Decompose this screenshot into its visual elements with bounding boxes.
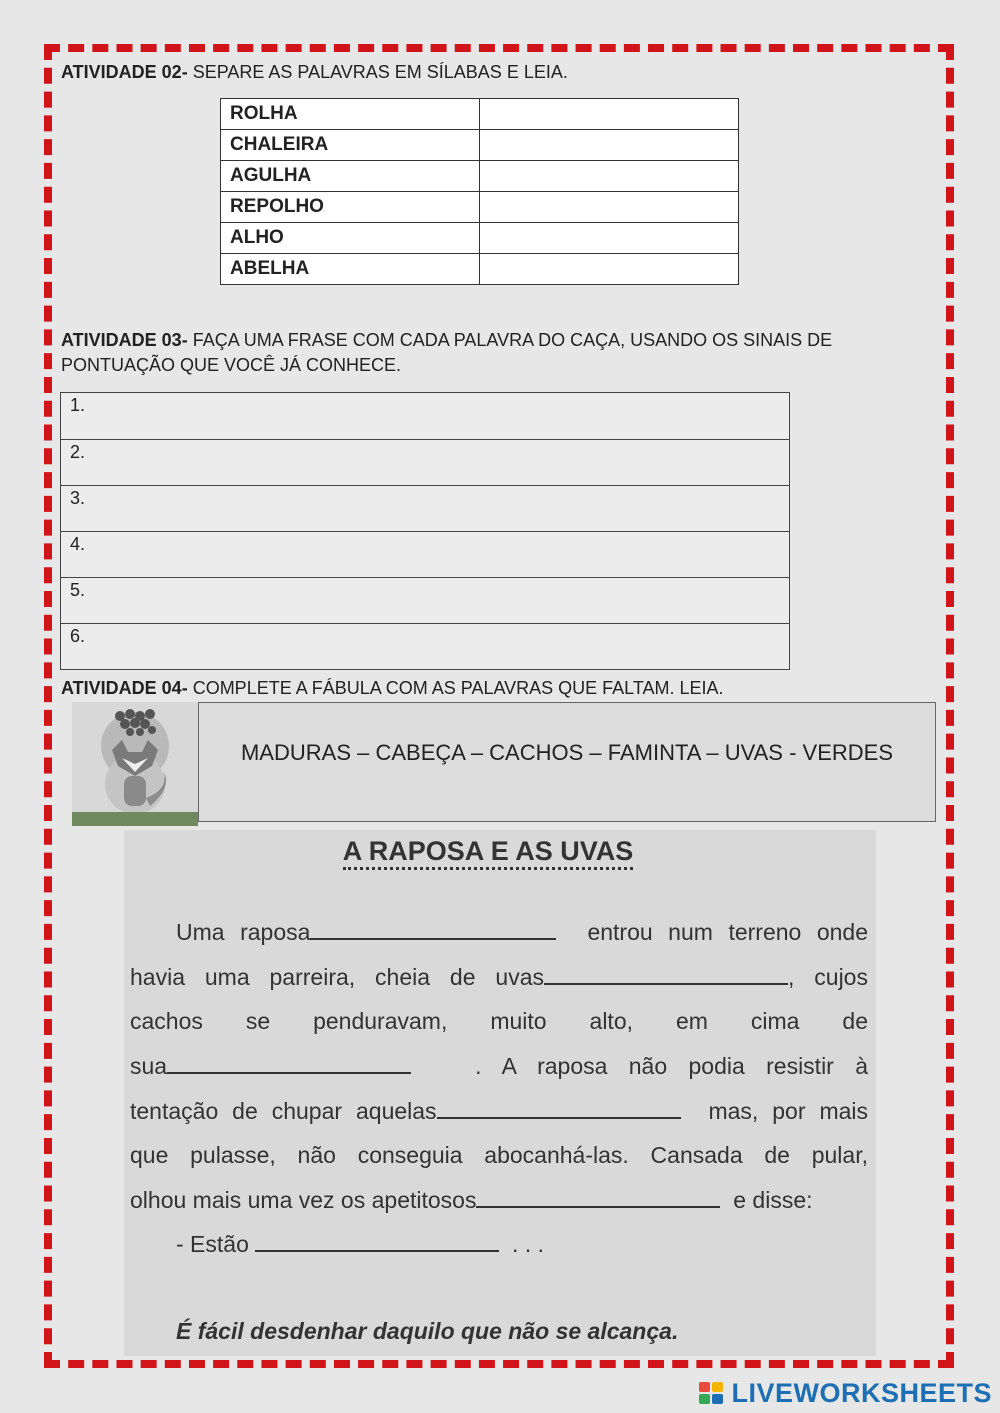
fable-line-6: que pulasse, não conseguia abocanhá-las. Cansada de pular, (130, 1142, 868, 1168)
fable-line-5: tentação de chupar aquelas mas, por mais (130, 1098, 869, 1124)
blank-4[interactable] (437, 1097, 681, 1119)
table-row (221, 192, 739, 223)
fable-moral: É fácil desdenhar daquilo que não se alcança. (176, 1318, 679, 1344)
activity04-title (61, 676, 724, 701)
word-cell: AGULHA (221, 161, 480, 192)
activity03-instruction-2: PONTUAÇÃO QUE VOCÊ JÁ CONHECE. (61, 355, 402, 375)
answer-cell[interactable] (480, 130, 739, 161)
activity02-label: ATIVIDADE 02- (61, 62, 188, 82)
blank-1[interactable] (310, 918, 556, 940)
fable-line-4: sua . A raposa não podia resistir à (130, 1053, 868, 1079)
sentence-line[interactable]: 1. (70, 395, 86, 415)
logo-text: LIVEWORKSHEETS (731, 1378, 992, 1408)
answer-cell[interactable] (480, 192, 739, 223)
fable-line-1: Uma raposa entrou num terreno onde (176, 919, 869, 945)
fable-title: A RAPOSA E AS UVAS (124, 836, 852, 867)
logo-icon (699, 1382, 725, 1406)
blank-6[interactable] (255, 1230, 499, 1252)
word-cell: ALHO (221, 223, 480, 254)
fable-line-8: - Estão . . . (176, 1231, 544, 1257)
answer-cell[interactable] (480, 254, 739, 285)
table-row (221, 130, 739, 161)
answer-cell[interactable] (480, 99, 739, 130)
sentence-line[interactable]: 6. (61, 623, 789, 669)
answer-cell[interactable] (480, 223, 739, 254)
activity04-instruction: COMPLETE A FÁBULA COM AS PALAVRAS QUE FALTAM. LEIA. (187, 678, 724, 698)
sentence-line[interactable]: 3. (61, 485, 789, 531)
fable-line-2: havia uma parreira, cheia de uvas , cujos (130, 964, 868, 990)
answer-cell[interactable] (480, 161, 739, 192)
word-cell: REPOLHO (221, 192, 480, 223)
sentence-line[interactable]: 4. (61, 531, 789, 577)
word-bank: MADURAS – CABEÇA – CACHOS – FAMINTA – UVAS - VERDES (198, 702, 936, 822)
table-row (221, 99, 739, 130)
blank-5[interactable] (476, 1186, 720, 1208)
fox-grapes-illustration (72, 702, 198, 826)
activity02-instruction: SEPARE AS PALAVRAS EM SÍLABAS E LEIA. (187, 62, 568, 82)
sentence-line[interactable]: 5. (61, 577, 789, 623)
activity04-label: ATIVIDADE 04- (61, 678, 188, 698)
table-row (221, 223, 739, 254)
fable-line-7: olhou mais uma vez os apetitosos e disse: (130, 1187, 813, 1213)
fable-line-3: cachos se penduravam, muito alto, em cima de (130, 1008, 868, 1034)
activity03-instruction-1: FAÇA UMA FRASE COM CADA PALAVRA DO CAÇA, USANDO OS SINAIS DE (187, 330, 833, 350)
sentence-line[interactable]: 2. (61, 439, 789, 485)
activity02-title (61, 60, 568, 85)
sentence-lines (60, 392, 790, 670)
table-row (221, 254, 739, 285)
syllable-table (220, 98, 739, 285)
activity03-label: ATIVIDADE 03- (61, 330, 188, 350)
word-cell: CHALEIRA (221, 130, 480, 161)
blank-2[interactable] (544, 963, 788, 985)
word-cell: ROLHA (221, 99, 480, 130)
activity03-title (61, 328, 832, 378)
blank-3[interactable] (167, 1052, 411, 1074)
fable-box (124, 830, 876, 1356)
word-cell: ABELHA (221, 254, 480, 285)
table-row (221, 161, 739, 192)
liveworksheets-logo[interactable] (699, 1378, 992, 1409)
